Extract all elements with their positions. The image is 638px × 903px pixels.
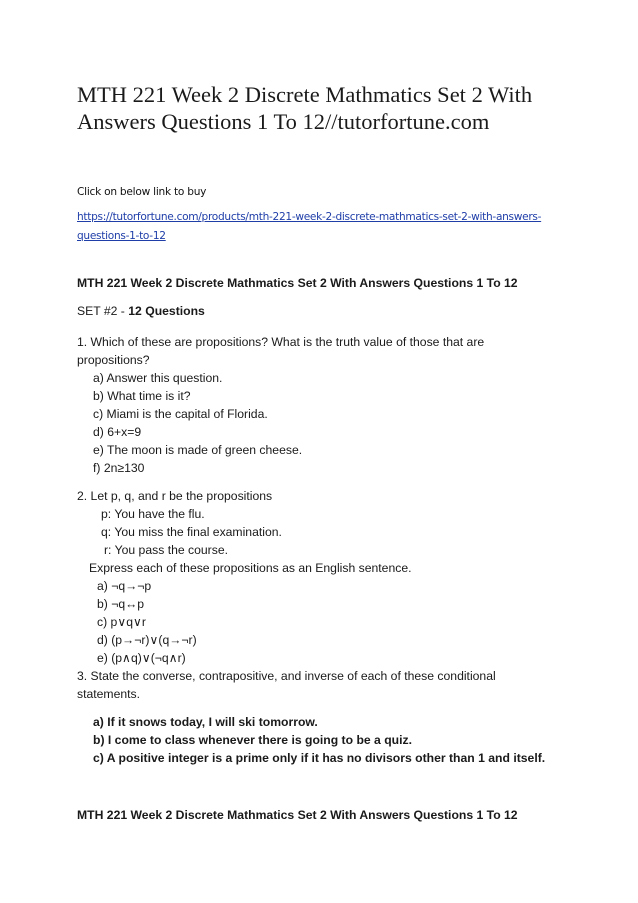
q2-prop: p: You have the flu. <box>101 507 205 521</box>
q2-item: c) p∨q∨r <box>97 615 146 629</box>
q1-item: b) What time is it? <box>93 389 191 403</box>
q2-item: a) ¬q→¬p <box>97 579 152 593</box>
set-count: 12 Questions <box>128 304 205 318</box>
q3-text-line1: 3. State the converse, contrapositive, and inverse of each of these conditional <box>77 669 496 683</box>
q1-item: a) Answer this question. <box>93 371 223 385</box>
document-title: MTH 221 Week 2 Discrete Mathmatics Set 2 With Answers Questions 1 To 12//tutorfortune.com <box>77 82 533 134</box>
set-prefix: SET #2 - <box>77 304 129 318</box>
q3-text-line2: statements. <box>77 687 140 701</box>
q3-item: b) I come to class whenever there is going to be a quiz. <box>93 733 412 747</box>
set-line <box>77 304 205 318</box>
q1-item: c) Miami is the capital of Florida. <box>93 407 268 421</box>
footer-heading: MTH 221 Week 2 Discrete Mathmatics Set 2 With Answers Questions 1 To 12 <box>77 808 518 822</box>
q2-text: 2. Let p, q, and r be the propositions <box>77 489 273 503</box>
q1-item: e) The moon is made of green cheese. <box>93 443 303 457</box>
q2-item: d) (p→¬r)∨(q→¬r) <box>97 633 197 647</box>
q3-item: a) If it snows today, I will ski tomorrow. <box>93 715 318 729</box>
click-to-buy-text: Click on below link to buy <box>77 186 207 198</box>
q3-item: c) A positive integer is a prime only if it has no divisors other than 1 and itself. <box>93 751 546 765</box>
q2-express: Express each of these propositions as an English sentence. <box>89 561 412 575</box>
q2-item: b) ¬q↔p <box>97 597 145 611</box>
section-heading: MTH 221 Week 2 Discrete Mathmatics Set 2 With Answers Questions 1 To 12 <box>77 276 518 290</box>
q1-item: f) 2n≥130 <box>93 461 145 475</box>
q1-text-line1: 1. Which of these are propositions? What is the truth value of those that are <box>77 335 485 349</box>
q1-item: d) 6+x=9 <box>93 425 142 439</box>
q2-item: e) (p∧q)∨(¬q∧r) <box>97 651 186 665</box>
purchase-link[interactable]: https://tutorfortune.com/products/mth-221-week-2-discrete-mathmatics-set-2-with-answers-questions-1-to-12 <box>77 211 542 242</box>
q2-prop: r: You pass the course. <box>104 543 228 557</box>
q1-text-line2: propositions? <box>77 353 150 367</box>
q2-prop: q: You miss the final examination. <box>101 525 282 539</box>
